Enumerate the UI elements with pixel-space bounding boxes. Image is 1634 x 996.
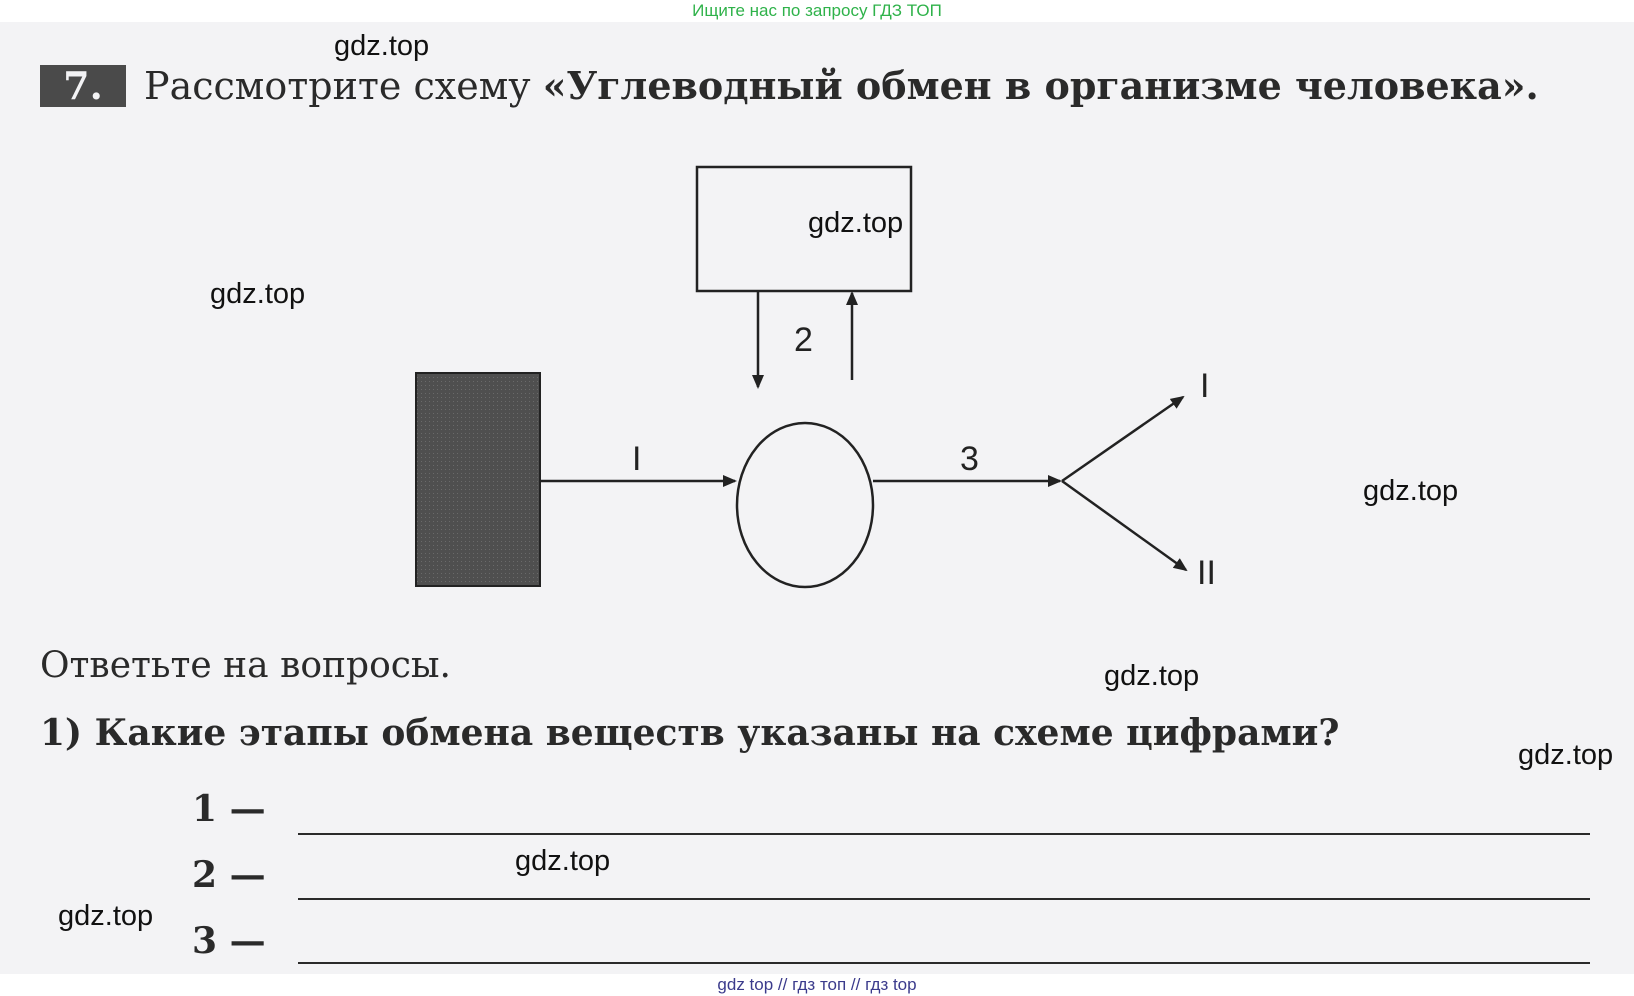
task-number: 7.	[40, 65, 126, 107]
top-banner[interactable]: Ищите нас по запросу ГДЗ ТОП	[692, 1, 942, 20]
question-1: 1) Какие этапы обмена веществ указаны на схеме цифрами?	[40, 712, 1340, 754]
answer-label-1: 1 —	[192, 788, 266, 830]
answer-line-1[interactable]	[298, 833, 1590, 835]
questions-heading: Ответьте на вопросы.	[40, 645, 451, 686]
answer-label-3: 3 —	[192, 920, 266, 962]
watermark: gdz.top	[1363, 475, 1459, 507]
answer-line-3[interactable]	[298, 962, 1590, 964]
label-cycle: 2	[794, 321, 813, 359]
watermark: gdz.top	[1104, 660, 1200, 692]
label-arrow-in: I	[632, 440, 642, 478]
label-out: 3	[960, 440, 979, 478]
answer-label-2: 2 —	[192, 854, 266, 896]
watermark: gdz.top	[210, 278, 306, 310]
watermark: gdz.top	[334, 30, 430, 62]
task-text-bold: «Углеводный обмен в организме человека».	[542, 63, 1539, 108]
arrow-branch-down	[1062, 481, 1186, 570]
arrow-branch-up	[1062, 397, 1183, 481]
bottom-banner[interactable]: gdz top // гдз топ // гдз top	[717, 975, 917, 994]
watermark: gdz.top	[808, 207, 904, 239]
scheme-source-block	[416, 373, 540, 586]
label-branch-down: II	[1197, 554, 1216, 592]
answer-line-2[interactable]	[298, 898, 1590, 900]
watermark: gdz.top	[1518, 739, 1614, 771]
watermark: gdz.top	[515, 845, 611, 877]
task-text-plain: Рассмотрите схему	[144, 64, 543, 108]
label-branch-up: I	[1200, 367, 1210, 405]
scheme-cell-ellipse	[737, 423, 873, 587]
watermark: gdz.top	[58, 900, 154, 932]
